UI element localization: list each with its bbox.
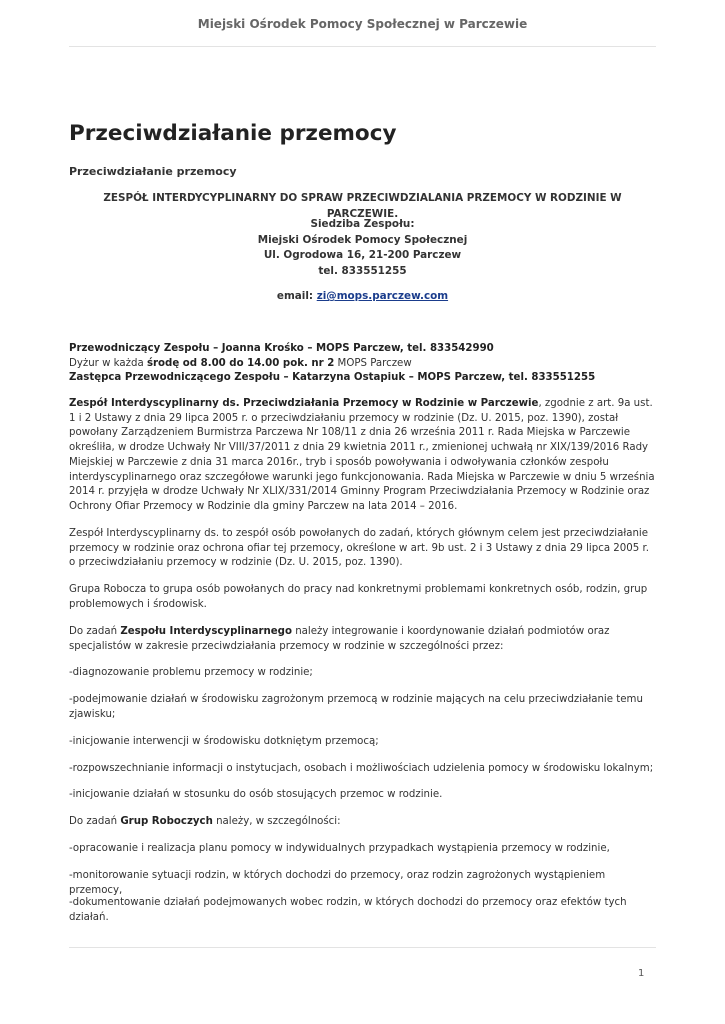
email-link[interactable]: zi@mops.parczew.com bbox=[316, 290, 449, 302]
team-tasks-prefix: Do zadań bbox=[69, 626, 121, 637]
team-tasks-rest: należy integrowanie i koordynowanie działań podmiotów oraz specjalistów w zakresie przeciwdziałania przemocy w rodzinie w szczególności przez: bbox=[69, 626, 610, 652]
paragraph-team-tasks-intro bbox=[69, 625, 656, 654]
team-heading: ZESPÓŁ INTERDYCYPLINARNY DO SPRAW PRZECIWDZIALANIA PRZEMOCY W RODZINIE W PARCZEWIE. bbox=[103, 192, 622, 220]
address-line-4: tel. 833551255 bbox=[318, 264, 407, 277]
page-title: Przeciwdziałanie przemocy bbox=[69, 121, 397, 146]
group-definition-text: Grupa Robocza to grupa osób powołanych do pracy nad konkretnymi problemami konkretnych osób, rodzin, grup problemowych i środowisk. bbox=[69, 584, 648, 610]
group-tasks-prefix: Do zadań bbox=[69, 816, 121, 827]
email-line bbox=[69, 289, 656, 305]
duty-hours: środę od 8.00 do 14.00 pok. nr 2 bbox=[146, 357, 335, 369]
paragraph-group-tasks-intro bbox=[69, 815, 656, 830]
group-tasks-rest: należy, w szczególności: bbox=[212, 816, 341, 827]
group-task-item: -monitorowanie sytuacji rodzin, w których dochodzi do przemocy, oraz rodzin zagrożonych wystąpieniem przemocy, bbox=[69, 870, 606, 896]
team-task-item: -inicjowanie działań w stosunku do osób stosujących przemoc w rodzinie. bbox=[69, 789, 443, 800]
team-name-bold: Zespół Interdyscyplinarny ds. Przeciwdziałania Przemocy w Rodzinie w Parczewie bbox=[69, 398, 539, 409]
page-subtitle: Przeciwdziałanie przemocy bbox=[69, 165, 237, 178]
duty-prefix: Dyżur w każda bbox=[69, 357, 147, 369]
deputy-line: Zastępca Przewodniczącego Zespołu – Katarzyna Ostapiuk – MOPS Parczew, tel. 833551255 bbox=[69, 372, 596, 384]
address-line-3: Ul. Ogrodowa 16, 21-200 Parczew bbox=[263, 249, 462, 261]
running-header: Miejski Ośrodek Pomocy Społecznej w Parczewie bbox=[197, 17, 528, 31]
paragraph-legal-basis bbox=[69, 397, 656, 515]
paragraph-team-definition bbox=[69, 527, 656, 571]
paragraph-group-definition bbox=[69, 583, 656, 612]
footer-divider bbox=[69, 947, 656, 948]
team-tasks-bold: Zespołu Interdyscyplinarnego bbox=[120, 626, 292, 637]
address-line-2: Miejski Ośrodek Pomocy Społecznej bbox=[257, 233, 468, 246]
team-definition-text: Zespół Interdyscyplinarny ds. to zespół osób powołanych do zadań, których głównym celem jest przeciwdziałanie przemocy w rodzinie oraz ochrona ofiar tej przemocy, określone w art. 9b ust. 2 i 3 Ustawy z dnia 29 lipca 2005 r. o przeciwdziałaniu przemocy w rodzinie (Dz. U. 2015, poz. 1390). bbox=[69, 528, 649, 569]
group-task-item: -dokumentowanie działań podejmowanych wobec rodzin, w których dochodzi do przemocy oraz efektów tych działań. bbox=[69, 897, 627, 923]
email-label: email: bbox=[276, 290, 314, 302]
legal-basis-text: , zgodnie z art. 9a ust. 1 i 2 Ustawy z dnia 29 lipca 2005 r. o przeciwdziałaniu przemocy w rodzinie (Dz. U. 2015, poz. 1390), został powołany Zarządzeniem Burmistrza Parczewa Nr 108/11 z dnia 26 września 2011 r. Rada Miejska w Parczewie określiła, w drodze Uchwały Nr VIII/37/2011 z dnia 29 kwietnia 2011 r., zmienionej uchwałą nr XIX/139/2016 Rady Miejskiej w Parczewie z dnia 31 marca 2016r., tryb i sposób powoływania i odwoływania członków zespołu interdyscyplinarnego oraz szczegółowe warunki jego funkcjonowania. Rada Miejska w Parczewie w dniu 5 września 2014 r. przyjęła w drodze Uchwały Nr XLIX/331/2014 Gminny Program Przeciwdziałania Przemocy w Rodzinie oraz Ochrony Ofiar Przemocy w Rodzinie dla gminy Parczew na lata 2014 – 2016. bbox=[69, 398, 655, 512]
address-block bbox=[69, 217, 656, 279]
contacts-block bbox=[69, 342, 656, 386]
group-tasks-bold: Grup Roboczych bbox=[120, 816, 213, 827]
address-line-1: Siedziba Zespołu: bbox=[310, 218, 415, 230]
team-task-item: -inicjowanie interwencji w środowisku dotkniętym przemocą; bbox=[69, 736, 379, 747]
team-task-item: -podejmowanie działań w środowisku zagrożonym przemocą w rodzinie mających na celu przeciwdziałanie temu zjawisku; bbox=[69, 694, 643, 720]
header-divider bbox=[69, 46, 656, 47]
duty-line bbox=[69, 357, 656, 372]
team-task-item: -rozpowszechnianie informacji o instytucjach, osobach i możliwościach udzielenia pomocy w środowisku lokalnym; bbox=[69, 763, 654, 774]
team-task-item: -diagnozowanie problemu przemocy w rodzinie; bbox=[69, 667, 313, 678]
page-number: 1 bbox=[638, 968, 645, 979]
duty-suffix: MOPS Parczew bbox=[334, 357, 412, 369]
group-task-item: -opracowanie i realizacja planu pomocy w indywidualnych przypadkach wystąpienia przemocy w rodzinie, bbox=[69, 843, 610, 854]
chair-line: Przewodniczący Zespołu – Joanna Krośko – MOPS Parczew, tel. 833542990 bbox=[69, 343, 494, 354]
